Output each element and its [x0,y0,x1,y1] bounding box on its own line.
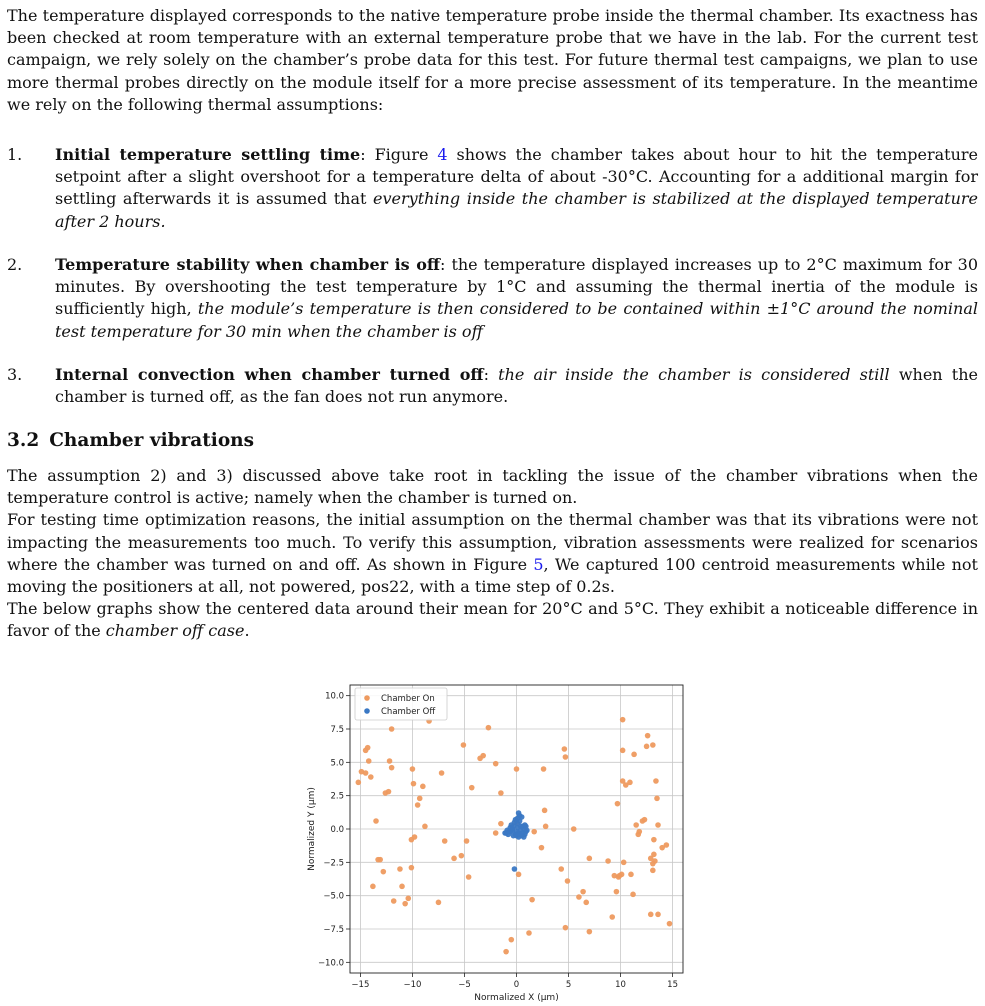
chamber-on-point [498,821,504,827]
assumption-text: : Figure [360,145,438,164]
vibration-p3-italic: chamber off case [105,621,245,641]
chamber-on-point [654,796,660,802]
chamber-on-point [486,725,492,731]
chamber-off-point [524,828,530,834]
chamber-on-point [498,790,504,796]
x-tick-label: 10 [615,980,626,990]
vibration-paragraph-2 [7,509,978,598]
legend-marker [364,708,370,714]
chamber-on-point [415,802,421,808]
chamber-on-point [389,765,395,771]
y-tick-label: 2.5 [330,791,344,802]
x-tick-label: 5 [565,980,572,990]
chamber-on-point [363,770,369,776]
chamber-on-point [576,894,582,900]
chamber-on-point [539,845,545,851]
vibration-paragraph-1: The assumption 2) and 3) discussed above take root in tackling the issue of the chamber vibrations when the temperature control is active; namely when the chamber is turned on. [7,466,978,508]
assumption-number: 3. [7,365,23,384]
assumption-italic: the air inside the chamber is considered still [498,365,890,384]
chamber-on-point [373,818,379,824]
chamber-on-point [563,754,569,760]
chamber-on-point [583,900,589,906]
vibration-paragraph-3 [7,598,978,642]
chamber-off-point [515,816,521,822]
chamber-on-point [541,766,547,772]
chamber-on-point [543,824,549,830]
chamber-on-point [368,774,374,780]
chamber-on-point [365,745,371,751]
chamber-on-point [644,744,650,750]
chamber-on-point [397,866,403,872]
chamber-on-point [653,778,659,784]
chamber-on-point [633,822,639,828]
chamber-on-point [389,726,395,732]
chamber-on-point [410,766,416,772]
chamber-on-point [587,929,593,935]
y-tick-label: −7.5 [323,925,344,935]
chamber-on-point [628,872,634,878]
x-tick-label: 15 [667,980,679,990]
chamber-on-point [621,860,627,866]
assumption-italic: everything inside the chamber is stabilized at the displayed temperature after 2 hours. [55,189,978,231]
chamber-on-point [529,897,535,903]
assumption-number: 2. [7,255,23,274]
y-tick-label: 10.0 [325,691,344,702]
chamber-on-point [451,856,457,862]
assumption-title: Temperature stability when chamber is off [55,255,441,274]
assumption-title: Initial temperature settling time [55,145,361,164]
chamber-on-point [412,834,418,840]
assumption-text: : [483,365,499,384]
intro-paragraph: The temperature displayed corresponds to the native temperature probe inside the thermal chamber. Its exactness has been checked at room temperature with an external temperature probe that we have in the lab. For the current test campaign, we rely solely on the chamber’s probe data for this test. For future thermal test campaigns, we plan to use more thermal probes directly on the module itself for a more precise assessment of its temperature. In the meantime we rely on the following thermal assumptions: [7,6,978,114]
chamber-on-point [356,780,362,786]
chamber-on-point [466,874,472,880]
chamber-on-point [636,829,642,835]
chamber-on-point [542,808,548,814]
chamber-on-point [420,784,426,790]
chamber-on-point [387,758,393,764]
chamber-on-point [399,884,405,890]
assumption-text-cont: shows the chamber takes about hour to hit the temperature setpoint after a slight overshoot for a temperature delta of about -30°C. Accounting for a additional margin for settling afterwards it is assumed that [55,145,978,209]
chamber-on-point [648,856,654,862]
chamber-on-point [627,780,633,786]
vibration-p3-tail: . [244,621,250,641]
assumption-item-3 [7,364,979,408]
chamber-on-point [565,878,571,884]
chamber-on-point [417,796,423,802]
x-tick-label: −5 [458,980,471,990]
chamber-on-point [411,781,417,787]
chamber-on-point [493,830,499,836]
chamber-on-point [631,752,637,758]
chamber-on-point [558,866,564,872]
figure-ref-link[interactable]: 5 [533,554,544,574]
section-number: 3.2 [7,430,40,451]
assumption-italic: the module’s temperature is then considered to be contained within ±1°C around the nominal test temperature for 30 min when the chamber is off [55,299,978,341]
chamber-on-point [386,789,392,795]
chamber-on-point [650,742,656,748]
x-axis-label: Normalized X (µm) [474,993,559,1002]
chamber-on-point [366,758,372,764]
y-tick-label: −2.5 [323,858,344,869]
chamber-on-point [609,914,615,920]
figure-ref-link[interactable]: 4 [437,145,448,164]
chamber-on-point [614,889,620,895]
vibration-p3-text: The below graphs show the centered data around their mean for 20°C and 5°C. They exhibit a noticeable difference in favor of the [7,599,978,641]
chamber-on-point [405,896,411,902]
chamber-on-point [620,778,626,784]
chamber-on-point [391,898,397,904]
assumption-title: Internal convection when chamber turned off [55,365,484,384]
chamber-on-point [508,937,514,943]
chamber-off-point [512,866,518,872]
chamber-on-point [375,857,381,863]
chamber-on-point [503,949,509,955]
chamber-on-point [650,868,656,874]
chamber-on-point [605,858,611,864]
chamber-on-point [493,761,499,767]
chamber-on-point [650,861,656,867]
chamber-on-point [459,853,465,859]
chamber-on-point [464,838,470,844]
chamber-on-point [563,925,569,931]
chamber-on-point [516,872,522,878]
chamber-on-point [642,817,648,823]
chamber-on-point [422,824,428,830]
vibration-text [7,465,978,643]
section-title: Chamber vibrations [49,430,255,451]
chamber-on-point [562,746,568,752]
vibration-p2-text: For testing time optimization reasons, the initial assumption on the thermal chamber was that its vibrations were not impacting the measurements too much. To verify this assumption, vibration assessments were realized for scenarios where the chamber was turned on and off. As shown in Figure [7,510,978,574]
chamber-on-point [442,838,448,844]
y-axis-label: Normalized Y (µm) [307,787,317,871]
chamber-on-point [615,801,621,807]
chamber-on-point [630,892,636,898]
y-tick-label: 5.0 [330,758,344,769]
section-heading [7,430,254,451]
chamber-on-point [619,872,625,878]
y-tick-label: 7.5 [330,725,344,735]
chamber-on-point [645,733,651,739]
assumption-item-1 [7,144,978,233]
y-tick-label: 0.0 [330,825,344,835]
chamber-on-point [480,753,486,759]
chamber-on-point [587,856,593,862]
assumption-text: : the temperature displayed increases up to 2°C maximum for 30 minutes. By overshooting the test temperature by 1°C and assuming the thermal inertia of the module is sufficiently high, [55,255,978,319]
chamber-on-point [648,912,654,918]
chamber-on-point [402,901,408,907]
chamber-on-point [620,717,626,723]
assumption-tail: when the chamber is turned off, as the fan does not run anymore. [55,365,979,407]
chamber-on-point [580,889,586,895]
legend-marker [364,695,370,701]
chamber-on-point [526,930,532,936]
chamber-on-point [461,742,467,748]
x-tick-label: 0 [513,980,520,990]
vibration-p2-tail: , We captured 100 centroid measurements while not moving the positioners at all, not powered, pos22, with a time step of 0.2s. [7,554,978,597]
legend-label: Chamber Off [381,707,436,717]
scatter-figure [0,680,985,1002]
chamber-off-point [517,832,523,838]
chamber-off-point [516,810,522,816]
assumption-item-2 [7,254,978,343]
x-tick-label: −10 [403,980,422,990]
chamber-on-point [469,785,475,791]
legend-label: Chamber On [381,694,435,704]
scatter-chart [0,680,985,1002]
chamber-on-point [531,829,537,835]
chamber-on-point [620,748,626,754]
chamber-on-point [655,912,661,918]
y-tick-label: −5.0 [323,891,344,902]
chamber-off-point [507,825,513,831]
y-tick-label: −10.0 [317,958,344,969]
chamber-on-point [514,766,520,772]
assumption-number: 1. [7,145,23,164]
x-tick-label: −15 [351,980,370,990]
chamber-on-point [381,869,387,875]
chamber-on-point [651,837,657,843]
chamber-off-point [522,822,528,828]
chamber-on-point [664,842,670,848]
chamber-on-point [667,921,673,927]
chamber-on-point [370,884,376,890]
chamber-on-point [409,865,415,871]
chamber-on-point [439,770,445,776]
chamber-on-point [571,826,577,832]
chamber-on-point [655,822,661,828]
chamber-on-point [436,900,442,906]
